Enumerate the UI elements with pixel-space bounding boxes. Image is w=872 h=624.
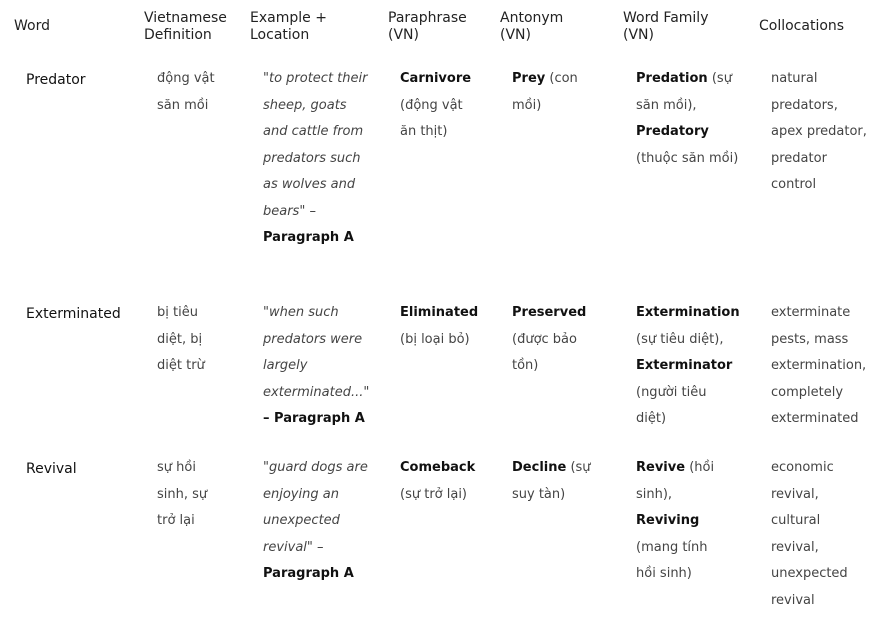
- row-example: [263, 455, 375, 588]
- row-antonym: [512, 455, 594, 508]
- family-vn: (mang tính hồi sinh): [636, 539, 708, 581]
- row-family: [636, 455, 724, 588]
- row-definition: sự hồi sinh, sự trở lại: [157, 460, 208, 528]
- family-term: Reviving: [636, 513, 700, 528]
- header-paraphrase: Paraphrase (VN): [388, 10, 467, 43]
- paraphrase-vn: (động vật ăn thịt): [400, 97, 463, 139]
- row-family: [636, 66, 740, 172]
- row-paraphrase: [400, 455, 480, 508]
- row-collocations: economic revival, cultural revival, unexpected revival: [771, 460, 848, 608]
- family-vn: (người tiêu diệt): [636, 384, 707, 426]
- family-vn: (thuộc săn mồi): [636, 150, 739, 166]
- row-definition: động vật săn mồi: [157, 71, 215, 113]
- family-term: Revive: [636, 460, 686, 475]
- row-word: Exterminated: [26, 306, 121, 322]
- row-collocations: exterminate pests, mass extermination, completely exterminated: [771, 305, 867, 426]
- header-word: Word: [14, 18, 50, 34]
- example-quote: "when such predators were largely exterminated...": [263, 305, 370, 400]
- row-paraphrase: [400, 300, 480, 353]
- antonym-vn: (sự suy tàn): [512, 460, 591, 502]
- family-vn: (sự tiêu diệt),: [636, 331, 724, 347]
- row-antonym: [512, 66, 592, 119]
- antonym-term: Prey: [512, 71, 546, 86]
- row-word: Revival: [26, 461, 77, 477]
- family-term: Predation: [636, 71, 708, 86]
- example-location: – Paragraph A: [263, 411, 365, 426]
- antonym-term: Preserved: [512, 305, 587, 320]
- header-family: Word Family (VN): [623, 10, 709, 43]
- header-collocations: Collocations: [759, 18, 845, 34]
- row-collocations: natural predators, apex predator, predator control: [771, 71, 867, 192]
- header-antonym: Antonym (VN): [500, 10, 564, 43]
- paraphrase-term: Carnivore: [400, 71, 472, 86]
- family-term: Predatory: [636, 124, 709, 139]
- row-paraphrase: [400, 66, 480, 146]
- header-definition: Vietnamese Definition: [144, 10, 227, 43]
- paraphrase-vn: (sự trở lại): [400, 486, 468, 502]
- example-quote: "to protect their sheep, goats and cattle from predators such as wolves and bears" –: [263, 71, 368, 219]
- family-term: Extermination: [636, 305, 740, 320]
- paraphrase-term: Eliminated: [400, 305, 479, 320]
- antonym-term: Decline: [512, 460, 567, 475]
- family-vn: (sự săn mồi),: [636, 71, 732, 113]
- family-term: Exterminator: [636, 358, 733, 373]
- antonym-vn: (được bảo tồn): [512, 331, 577, 373]
- example-location: Paragraph A: [263, 566, 354, 581]
- row-antonym: [512, 300, 592, 380]
- header-example: Example + Location: [250, 10, 327, 43]
- row-family: [636, 300, 740, 433]
- paraphrase-term: Comeback: [400, 460, 476, 475]
- row-example: [263, 66, 375, 252]
- row-example: [263, 300, 377, 433]
- row-word: Predator: [26, 72, 86, 88]
- row-definition: bị tiêu diệt, bị diệt trừ: [157, 305, 205, 373]
- example-quote: "guard dogs are enjoying an unexpected revival" –: [263, 460, 368, 555]
- paraphrase-vn: (bị loại bỏ): [400, 331, 470, 347]
- family-vn: (hồi sinh),: [636, 460, 715, 502]
- antonym-vn: (con mồi): [512, 71, 578, 113]
- example-location: Paragraph A: [263, 230, 354, 245]
